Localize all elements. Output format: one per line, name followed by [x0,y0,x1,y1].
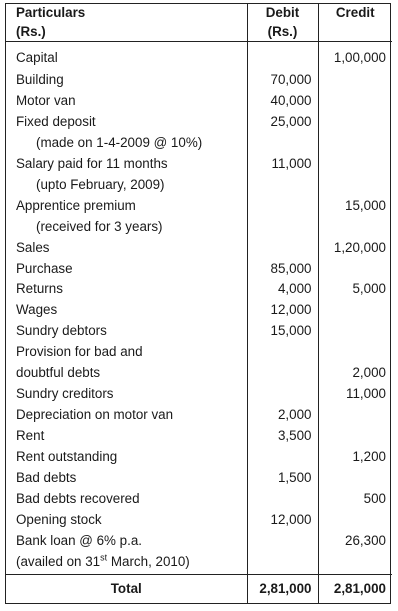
row-credit [318,301,392,322]
row-debit: 40,000 [247,92,318,113]
row-particular: Sundry debtors [16,323,107,339]
row-debit: 11,000 [247,155,318,176]
row-debit [247,385,318,406]
row-debit [247,218,318,239]
table-row [6,197,392,218]
row-particular: Rent outstanding [16,449,118,465]
row-debit [247,343,318,364]
header-particulars-label: Particulars [16,5,86,20]
header-debit-label: Debit [265,5,300,20]
row-particular: Fixed deposit [16,113,96,129]
availed-suffix: March, 2010) [107,553,190,569]
row-credit [318,469,392,490]
row-credit [318,71,392,92]
row-debit: 12,000 [247,301,318,322]
row-particular: (made on 1-4-2009 @ 10%) [36,134,203,150]
table-row [6,385,392,406]
row-particular: Rent [16,428,45,444]
table-row [6,490,392,511]
table-row [6,113,392,134]
row-particular: Salary paid for 11 months [16,155,168,171]
row-particular-availed [6,553,247,575]
table-row [6,469,392,490]
header-credit [318,4,392,42]
row-credit [318,113,392,134]
row-debit [247,197,318,218]
row-credit [318,427,392,448]
row-credit: 2,000 [318,364,392,385]
row-debit [247,553,318,575]
row-particular: Wages [16,302,58,318]
row-credit [318,406,392,427]
row-credit [318,260,392,281]
row-credit [318,553,392,575]
row-debit [247,134,318,155]
row-debit: 70,000 [247,71,318,92]
row-particular: Returns [16,281,63,297]
table-row [6,92,392,113]
row-credit: 1,20,000 [318,239,392,260]
row-particular: Provision for bad and [16,344,143,360]
table-row [6,218,392,239]
row-credit: 26,300 [318,532,392,553]
row-particular: doubtful debts [16,365,101,381]
row-credit [318,134,392,155]
row-debit: 2,000 [247,406,318,427]
table-row [6,427,392,448]
header-particulars-unit: (Rs.) [16,23,46,39]
table-row [6,301,392,322]
total-debit: 2,81,000 [247,575,318,604]
table-row [6,511,392,532]
availed-prefix: (availed on 31 [16,553,101,569]
row-particular: Motor van [16,92,76,108]
table-row [6,134,392,155]
row-debit: 4,000 [247,280,318,301]
row-credit [318,343,392,364]
total-row [6,575,392,604]
row-debit [247,42,318,71]
header-particulars [6,4,247,42]
table-row [6,280,392,301]
table-row [6,71,392,92]
row-debit [247,448,318,469]
table-row [6,260,392,281]
row-credit [318,511,392,532]
header-row [6,4,392,42]
row-credit [318,322,392,343]
row-particular: Sales [16,239,50,255]
row-credit [318,155,392,176]
header-debit [247,4,318,42]
header-credit-label: Credit [335,5,375,20]
table-row [6,42,392,71]
row-debit [247,239,318,260]
table-row [6,448,392,469]
table-row [6,553,392,575]
row-debit: 85,000 [247,260,318,281]
row-debit [247,532,318,553]
row-debit: 15,000 [247,322,318,343]
row-credit [318,218,392,239]
row-particular: Bad debts recovered [16,491,140,507]
trial-balance-table [6,4,392,603]
header-debit-unit: (Rs.) [267,23,298,39]
row-debit: 3,500 [247,427,318,448]
availed-ordinal: st [100,552,108,563]
row-particular: Apprentice premium [16,197,136,213]
row-debit: 25,000 [247,113,318,134]
row-particular: (upto February, 2009) [36,176,165,192]
table-row [6,322,392,343]
row-particular: (received for 3 years) [36,218,163,234]
row-particular: Bad debts [16,470,77,486]
row-debit [247,176,318,197]
table-row [6,364,392,385]
row-credit [318,176,392,197]
row-particular: Opening stock [16,511,102,527]
row-particular: Sundry creditors [16,386,114,402]
row-particular: Depreciation on motor van [16,407,174,423]
row-debit: 1,500 [247,469,318,490]
row-credit: 500 [318,490,392,511]
trial-balance-sheet [5,3,391,604]
table-body [6,42,392,575]
row-particular: Bank loan @ 6% p.a. [16,532,143,548]
total-label: Total [6,575,247,604]
row-particular: Capital [16,50,58,65]
table-row [6,176,392,197]
row-credit: 11,000 [318,385,392,406]
table-row [6,406,392,427]
row-credit [318,92,392,113]
row-credit: 15,000 [318,197,392,218]
table-row [6,239,392,260]
table-row [6,155,392,176]
row-credit: 1,00,000 [318,42,392,71]
row-debit [247,490,318,511]
row-debit [247,364,318,385]
row-credit: 5,000 [318,280,392,301]
row-particular: Building [16,71,64,87]
row-particular: Purchase [16,260,73,276]
table-row [6,532,392,553]
row-credit: 1,200 [318,448,392,469]
total-credit: 2,81,000 [318,575,392,604]
row-debit: 12,000 [247,511,318,532]
table-row [6,343,392,364]
